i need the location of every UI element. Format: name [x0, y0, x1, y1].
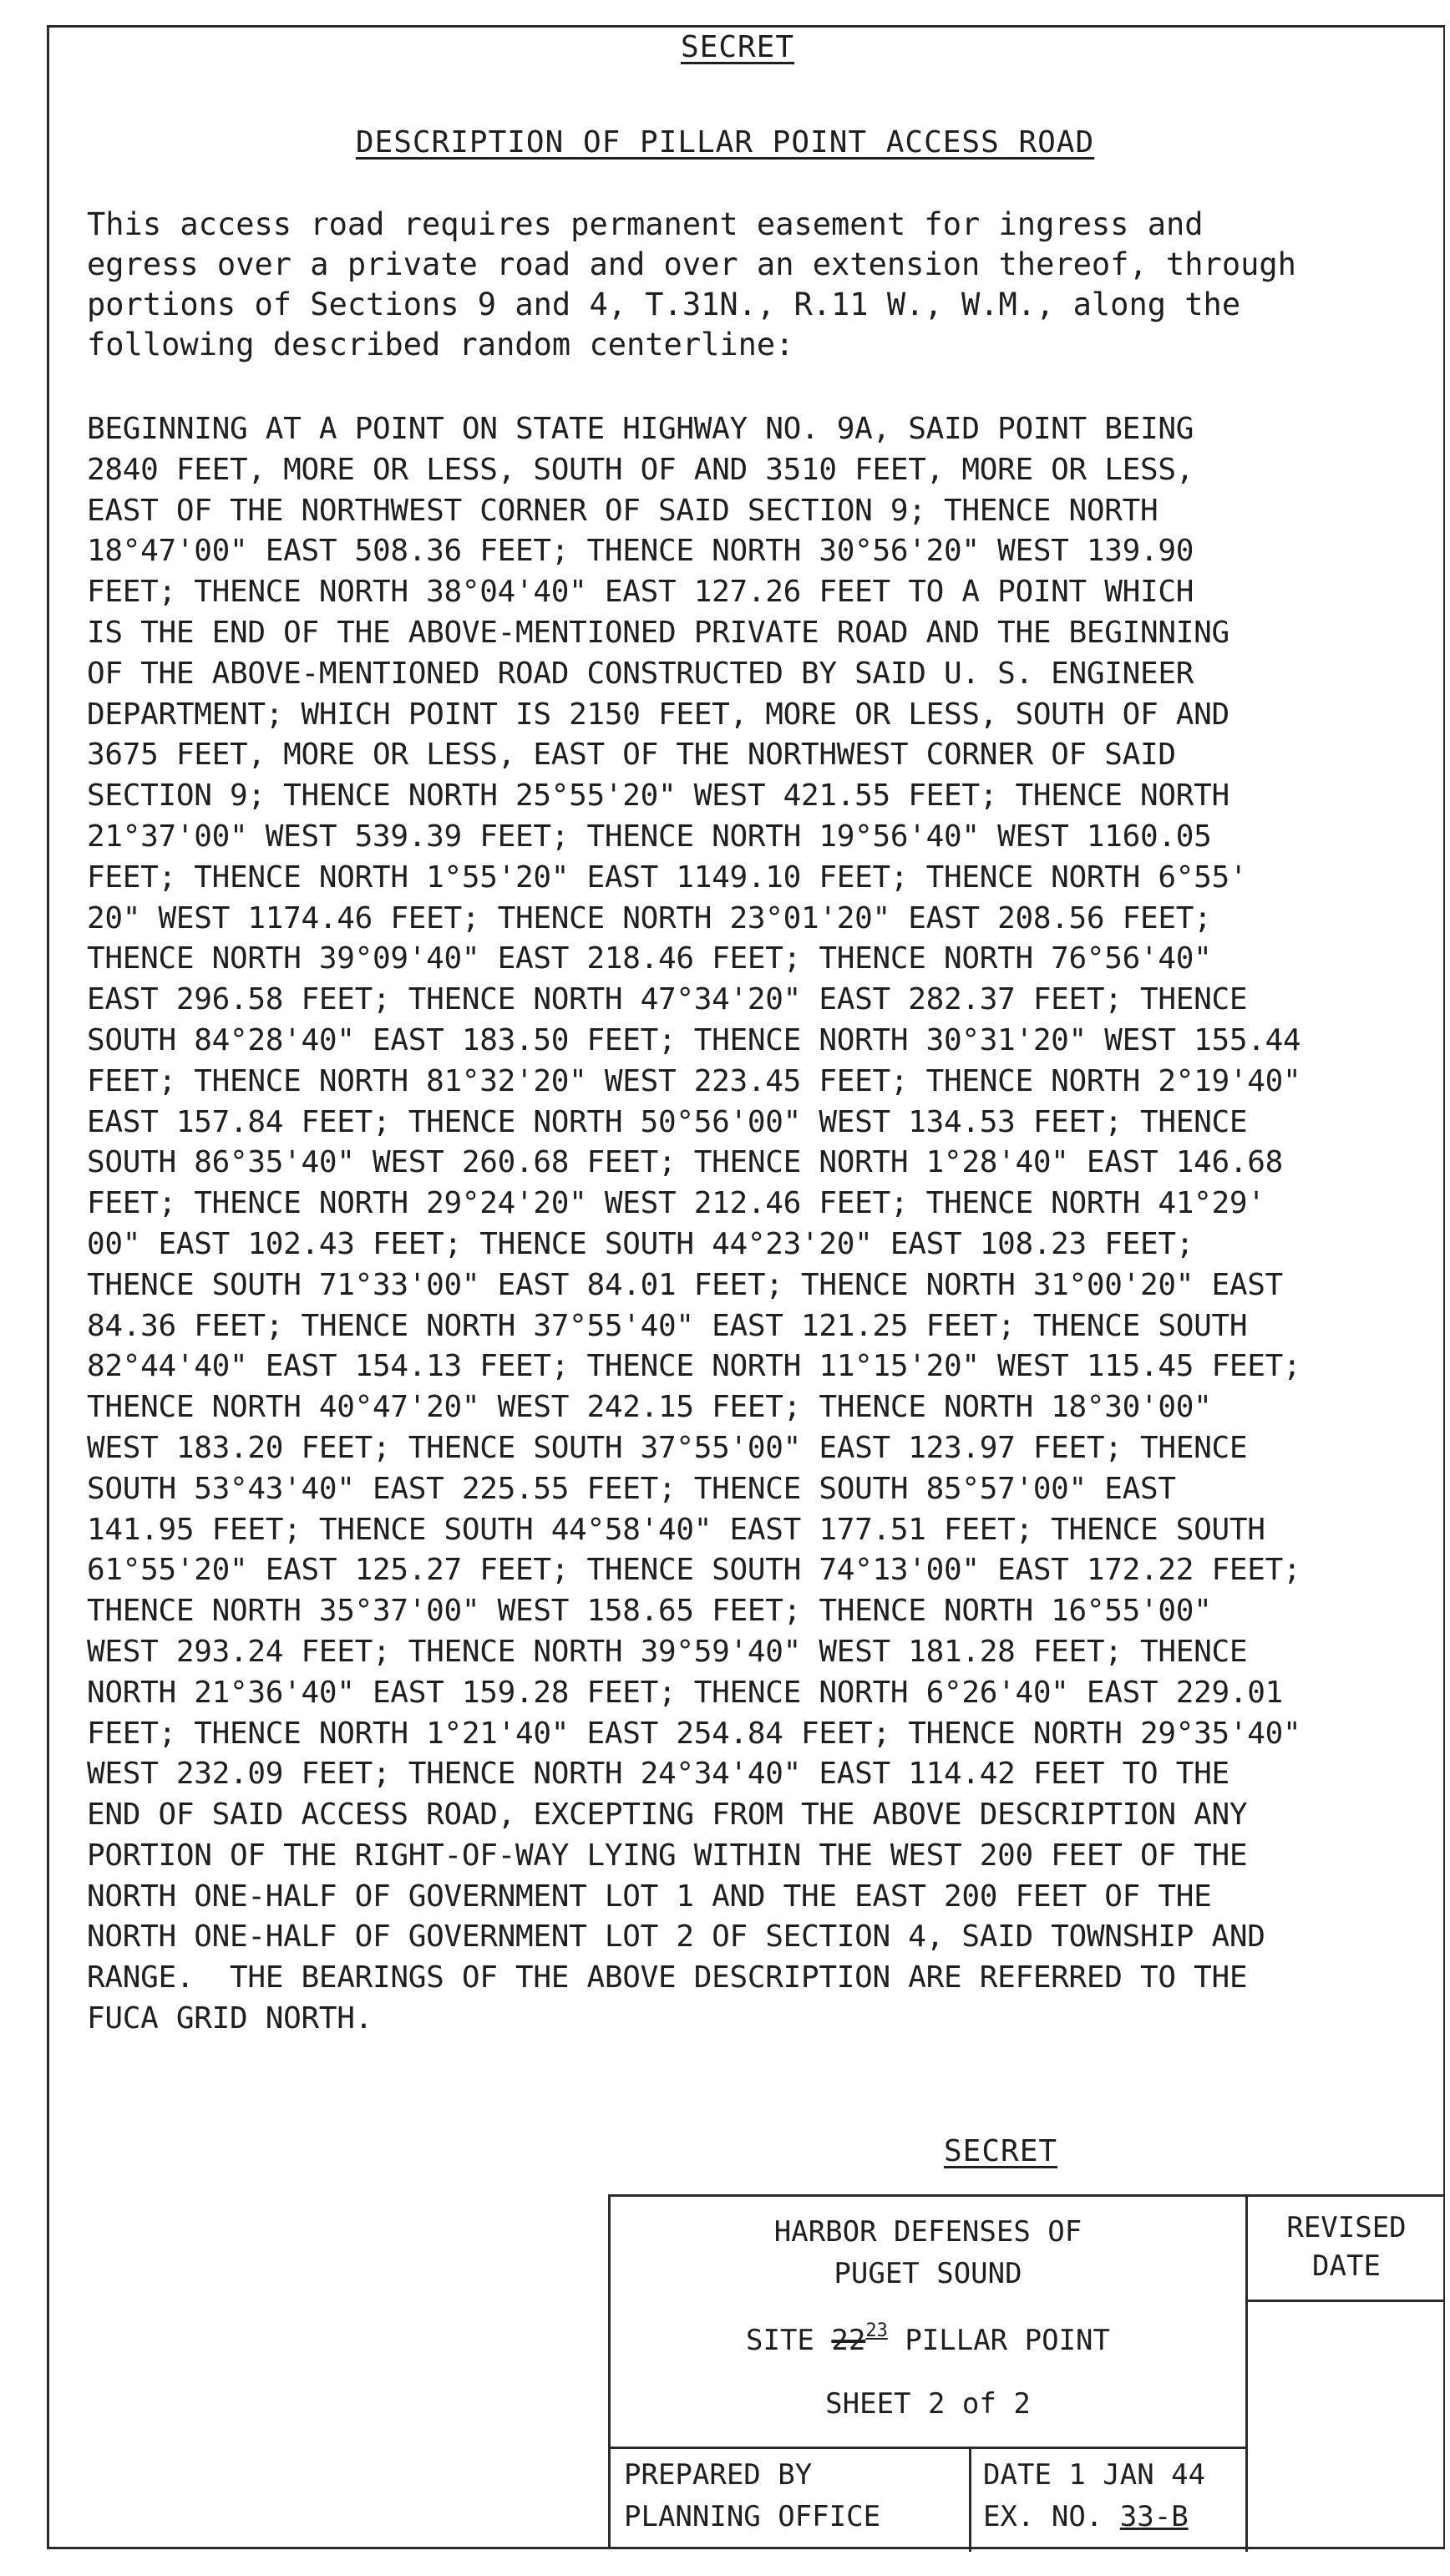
revised-date-label: DATE	[1312, 2249, 1381, 2283]
date-cell	[971, 2449, 1248, 2552]
sheet-number: SHEET 2 of 2	[825, 2387, 1031, 2421]
description-line: 2840 FEET, MORE OR LESS, SOUTH OF AND 3510 FEET, MORE OR LESS,	[87, 452, 1194, 487]
description-line: IS THE END OF THE ABOVE-MENTIONED PRIVATE ROAD AND THE BEGINNING	[87, 615, 1229, 650]
description-line: 20" WEST 1174.46 FEET; THENCE NORTH 23°01'20" EAST 208.56 FEET;	[87, 900, 1212, 936]
title-block-line2: PUGET SOUND	[834, 2257, 1022, 2290]
description-line: 3675 FEET, MORE OR LESS, EAST OF THE NORTHWEST CORNER OF SAID	[87, 738, 1176, 773]
classification-header: SECRET	[680, 30, 795, 64]
description-line: PORTION OF THE RIGHT-OF-WAY LYING WITHIN THE WEST 200 FEET OF THE	[87, 1838, 1248, 1873]
description-line: RANGE. THE BEARINGS OF THE ABOVE DESCRIPTION ARE REFERRED TO THE	[87, 1960, 1248, 1995]
legal-description	[87, 409, 1448, 2040]
description-line: SOUTH 84°28'40" EAST 183.50 FEET; THENCE NORTH 30°31'20" WEST 155.44	[87, 1022, 1301, 1057]
description-line: NORTH 21°36'40" EAST 159.28 FEET; THENCE NORTH 6°26'40" EAST 229.01	[87, 1675, 1284, 1710]
title-block-line1: HARBOR DEFENSES OF	[773, 2215, 1082, 2249]
document-date: DATE 1 JAN 44	[983, 2458, 1206, 2492]
document-title: DESCRIPTION OF PILLAR POINT ACCESS ROAD	[355, 125, 1095, 160]
description-line: THENCE SOUTH 71°33'00" EAST 84.01 FEET; THENCE NORTH 31°00'20" EAST	[87, 1267, 1284, 1302]
title-block-main	[611, 2197, 1248, 2449]
prepared-by-label: PREPARED BY	[624, 2458, 813, 2492]
description-line: FEET; THENCE NORTH 38°04'40" EAST 127.26 FEET TO A POINT WHICH	[87, 575, 1194, 610]
site-number-struck: 22	[831, 2324, 866, 2357]
site-name: PILLAR POINT	[905, 2324, 1110, 2357]
description-line: FUCA GRID NORTH.	[87, 2001, 373, 2036]
description-line: NORTH ONE-HALF OF GOVERNMENT LOT 1 AND THE EAST 200 FEET OF THE	[87, 1879, 1212, 1914]
description-line: 61°55'20" EAST 125.27 FEET; THENCE SOUTH 74°13'00" EAST 172.22 FEET;	[87, 1553, 1301, 1588]
description-line: WEST 232.09 FEET; THENCE NORTH 24°34'40" EAST 114.42 FEET TO THE	[87, 1757, 1229, 1792]
intro-line: following described random centerline:	[87, 327, 794, 363]
description-line: OF THE ABOVE-MENTIONED ROAD CONSTRUCTED BY SAID U. S. ENGINEER	[87, 656, 1194, 691]
ex-number: 33-B	[1119, 2500, 1189, 2533]
description-line: FEET; THENCE NORTH 81°32'20" WEST 223.45 FEET; THENCE NORTH 2°19'40"	[87, 1063, 1301, 1098]
ex-number-label: EX. NO.	[983, 2500, 1103, 2533]
site-number-new: 23	[865, 2320, 888, 2341]
revised-label: REVISED	[1286, 2211, 1407, 2244]
title-block	[608, 2194, 1445, 2549]
description-line: 18°47'00" EAST 508.36 FEET; THENCE NORTH 30°56'20" WEST 139.90	[87, 534, 1194, 569]
description-line: THENCE NORTH 40°47'20" WEST 242.15 FEET; THENCE NORTH 18°30'00"	[87, 1390, 1212, 1425]
description-line: 141.95 FEET; THENCE SOUTH 44°58'40" EAST 177.51 FEET; THENCE SOUTH	[87, 1512, 1265, 1547]
intro-line: egress over a private road and over an extension thereof, through	[87, 246, 1296, 282]
description-line: END OF SAID ACCESS ROAD, EXCEPTING FROM THE ABOVE DESCRIPTION ANY	[87, 1798, 1248, 1833]
description-line: 82°44'40" EAST 154.13 FEET; THENCE NORTH 11°15'20" WEST 115.45 FEET;	[87, 1349, 1301, 1384]
ex-number-line	[983, 2496, 1245, 2538]
prepared-by-cell	[611, 2449, 971, 2552]
description-line: EAST 296.58 FEET; THENCE NORTH 47°34'20" EAST 282.37 FEET; THENCE	[87, 982, 1248, 1017]
description-line: FEET; THENCE NORTH 1°21'40" EAST 254.84 FEET; THENCE NORTH 29°35'40"	[87, 1716, 1301, 1751]
description-line: NORTH ONE-HALF OF GOVERNMENT LOT 2 OF SECTION 4, SAID TOWNSHIP AND	[87, 1919, 1265, 1955]
intro-paragraph	[87, 205, 1423, 365]
description-line: THENCE NORTH 39°09'40" EAST 218.46 FEET; THENCE NORTH 76°56'40"	[87, 941, 1212, 976]
description-line: EAST OF THE NORTHWEST CORNER OF SAID SECTION 9; THENCE NORTH	[87, 493, 1158, 528]
description-line: THENCE NORTH 35°37'00" WEST 158.65 FEET; THENCE NORTH 16°55'00"	[87, 1594, 1212, 1629]
description-line: FEET; THENCE NORTH 1°55'20" EAST 1149.10 FEET; THENCE NORTH 6°55'	[87, 860, 1248, 895]
intro-line: portions of Sections 9 and 4, T.31N., R.11 W., W.M., along the	[87, 287, 1241, 322]
revised-date-cell	[1248, 2197, 1445, 2302]
description-line: 84.36 FEET; THENCE NORTH 37°55'40" EAST 121.25 FEET; THENCE SOUTH	[87, 1308, 1248, 1343]
description-line: WEST 293.24 FEET; THENCE NORTH 39°59'40" WEST 181.28 FEET; THENCE	[87, 1634, 1248, 1669]
description-line: SOUTH 53°43'40" EAST 225.55 FEET; THENCE SOUTH 85°57'00" EAST	[87, 1471, 1176, 1506]
description-line: 21°37'00" WEST 539.39 FEET; THENCE NORTH 19°56'40" WEST 1160.05	[87, 819, 1212, 854]
site-prefix: SITE	[746, 2324, 814, 2357]
site-line	[611, 2320, 1245, 2357]
description-line: SECTION 9; THENCE NORTH 25°55'20" WEST 421.55 FEET; THENCE NORTH	[87, 778, 1229, 814]
intro-line: This access road requires permanent easement for ingress and	[87, 206, 1204, 242]
description-line: FEET; THENCE NORTH 29°24'20" WEST 212.46 FEET; THENCE NORTH 41°29'	[87, 1186, 1265, 1221]
description-line: DEPARTMENT; WHICH POINT IS 2150 FEET, MORE OR LESS, SOUTH OF AND	[87, 697, 1229, 732]
description-line: SOUTH 86°35'40" WEST 260.68 FEET; THENCE NORTH 1°28'40" EAST 146.68	[87, 1145, 1284, 1180]
classification-footer: SECRET	[944, 2134, 1058, 2168]
description-line: 00" EAST 102.43 FEET; THENCE SOUTH 44°23'20" EAST 108.23 FEET;	[87, 1226, 1194, 1261]
planning-office-label: PLANNING OFFICE	[624, 2500, 881, 2533]
description-line: WEST 183.20 FEET; THENCE SOUTH 37°55'00" EAST 123.97 FEET; THENCE	[87, 1430, 1248, 1465]
description-line: BEGINNING AT A POINT ON STATE HIGHWAY NO. 9A, SAID POINT BEING	[87, 412, 1194, 446]
description-line: EAST 157.84 FEET; THENCE NORTH 50°56'00" WEST 134.53 FEET; THENCE	[87, 1104, 1248, 1139]
